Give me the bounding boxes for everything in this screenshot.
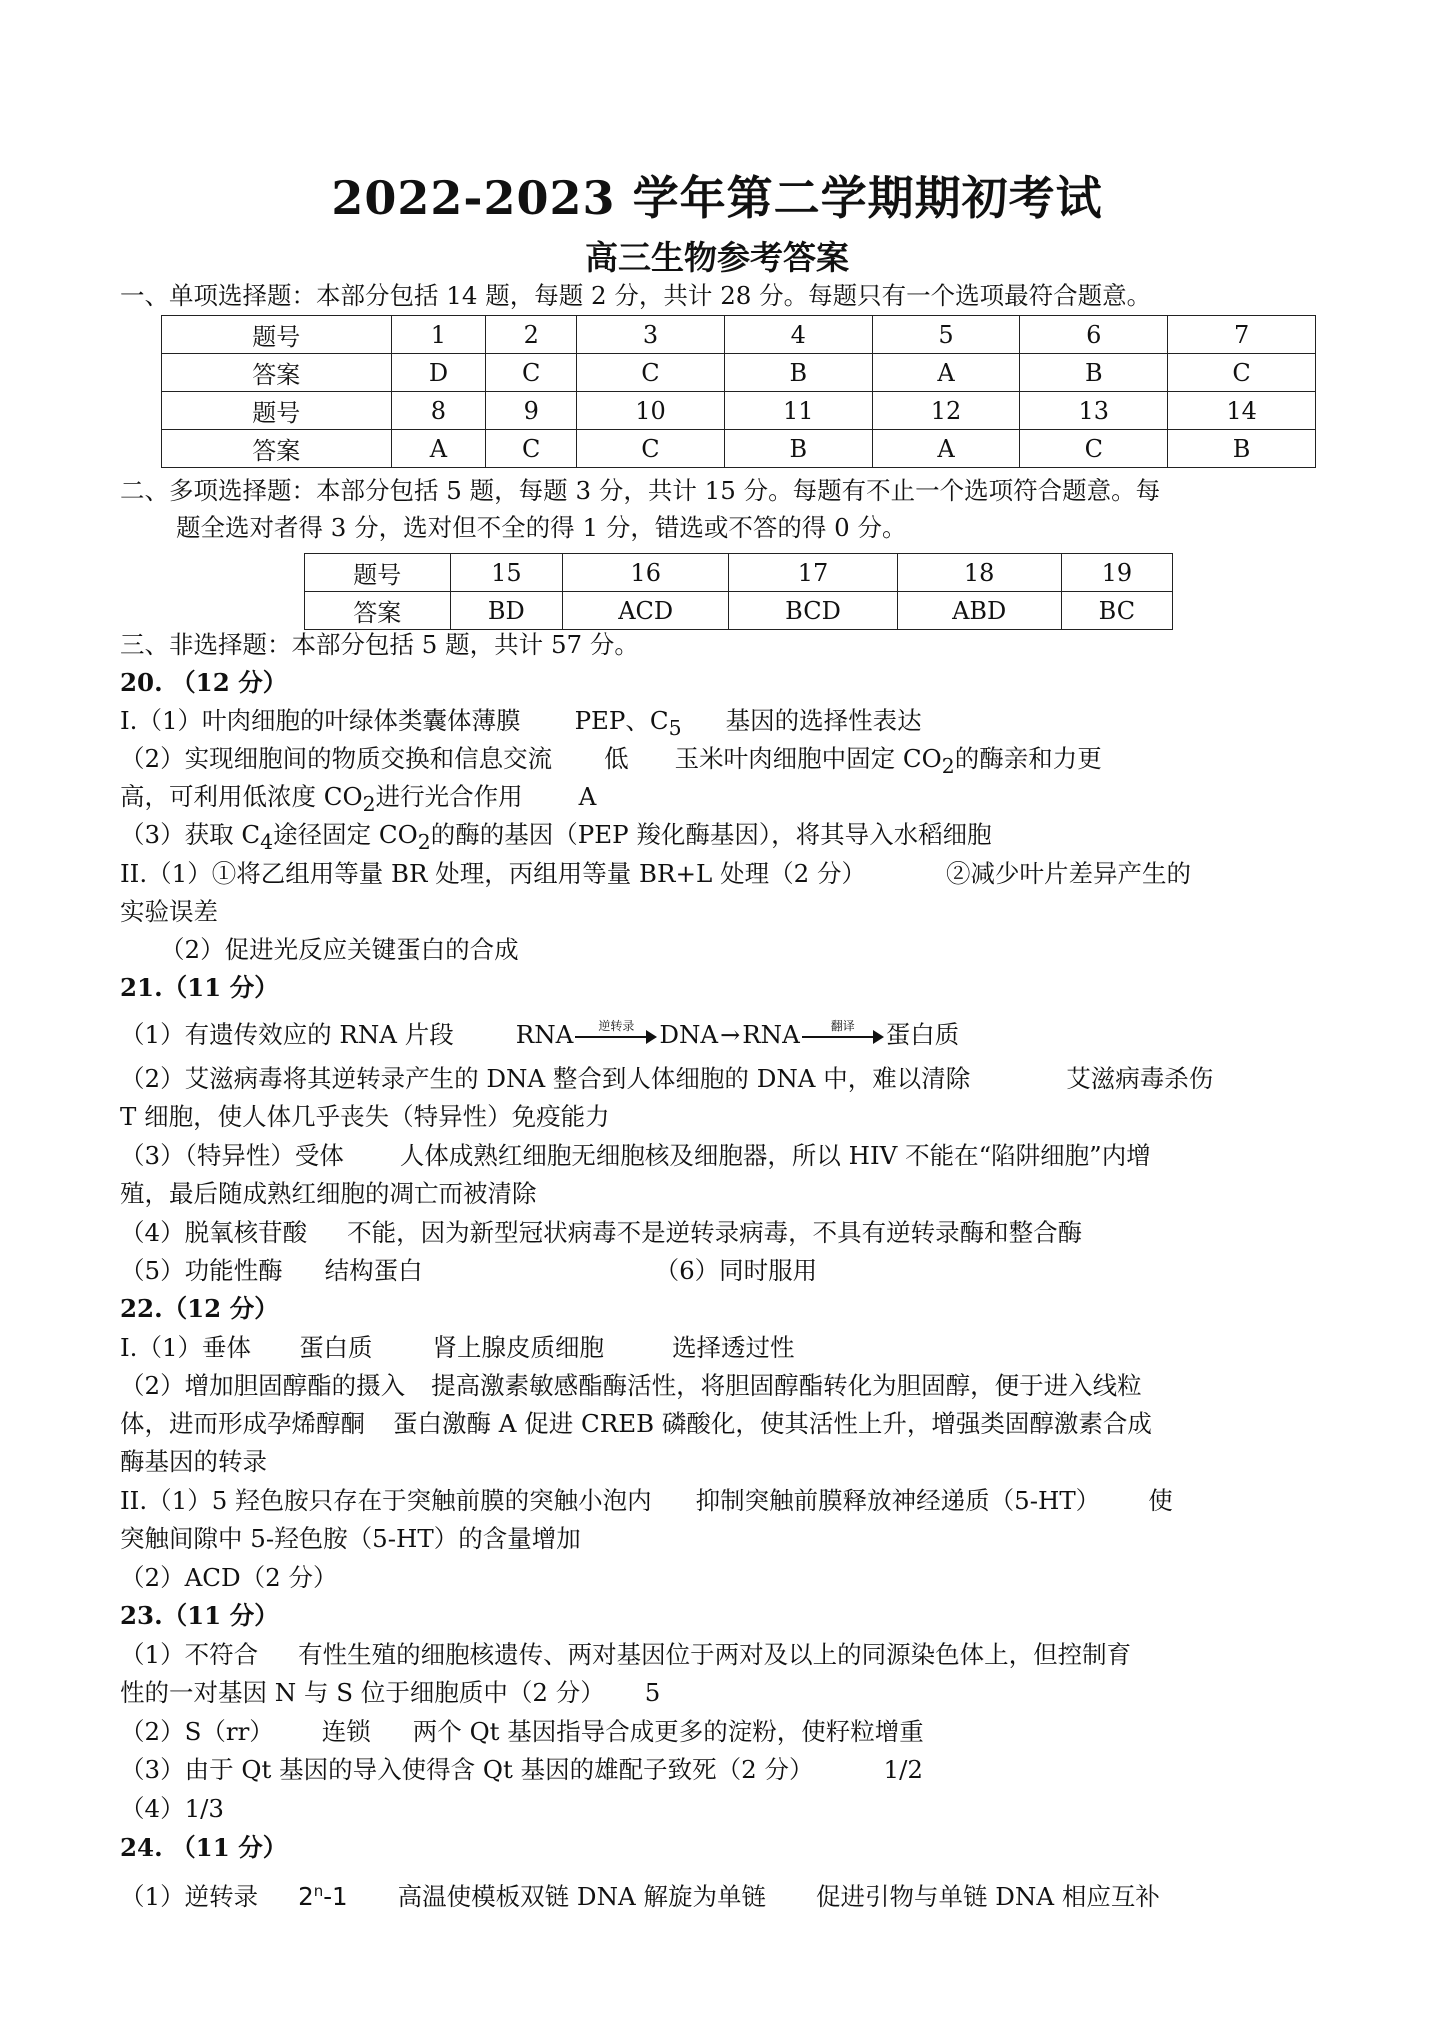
q23-heading: 23.（11 分） [120,1601,279,1630]
answer-text: 玉米叶肉细胞中固定 CO [674,744,942,773]
answer-text: （3）由于 Qt 基因的导入使得含 Qt 基因的雄配子致死（2 分） [120,1755,814,1784]
answer-cell: B [724,430,872,468]
q20-heading: 20. （12 分） [120,668,288,697]
answer-cell: B [1020,354,1168,392]
question-number: 1 [391,316,486,354]
arrow-label: 逆转录 [598,1018,635,1033]
answer-cell: ABD [897,592,1061,630]
answer-text: （4）脱氧核苷酸 [120,1218,308,1247]
question-number: 14 [1168,392,1316,430]
answer-text: RNA [515,1020,574,1049]
answer-text: 基因的选择性表达 [725,706,922,735]
q23-line5: （4）1/3 [120,1794,225,1823]
answer-text: I.（1）垂体 [120,1333,252,1362]
answer-text: （5）功能性酶 [120,1256,283,1285]
q21-heading: 21.（11 分） [120,973,279,1002]
q24-line1 [120,1876,1350,1912]
question-number: 13 [1020,392,1168,430]
answer-text: II.（1）5 羟色胺只存在于突触前膜的突触小泡内 [120,1486,652,1515]
q22-line7: （2）ACD（2 分） [120,1563,338,1592]
answer-cell: D [391,354,486,392]
answer-text: PEP、C [574,706,669,735]
q23-line3 [120,1717,1350,1747]
answer-cell: B [724,354,872,392]
question-number: 4 [724,316,872,354]
table-row [162,392,1316,430]
single-choice-answer-table [161,315,1316,468]
q22-line5 [120,1486,1350,1516]
q22-line6: 突触间隙中 5-羟色胺（5-HT）的含量增加 [120,1524,581,1553]
subscript: 2 [362,791,376,816]
answer-text: -1 [323,1882,348,1912]
answer-cell: BC [1061,592,1172,630]
question-number: 17 [729,554,897,592]
question-number: 15 [450,554,563,592]
subscript: 2 [417,829,431,854]
answer-text: 的酶的基因（PEP 羧化酶基因），将其导入水稻细胞 [430,820,992,849]
answer-text: 性的一对基因 N 与 S 位于细胞质中（2 分） [120,1678,605,1707]
superscript: n [313,1882,324,1900]
answer-text: ②减少叶片差异产生的 [945,859,1191,888]
question-number: 19 [1061,554,1172,592]
q21-line1 [120,1020,1350,1050]
q23-line1 [120,1640,1350,1670]
answer-cell: C [1168,354,1316,392]
row-label: 答案 [162,354,392,392]
answer-text: 蛋白质 [885,1020,960,1049]
answer-text: 抑制突触前膜释放神经递质（5-HT） [695,1486,1101,1515]
answer-cell: BD [450,592,563,630]
q22-line2 [120,1371,1350,1401]
answer-text: II.（1）①将乙组用等量 BR 处理，丙组用等量 BR+L 处理（2 分） [120,859,866,888]
table-row [305,592,1173,630]
answer-cell: C [577,354,725,392]
question-number: 3 [577,316,725,354]
section3-heading: 三、非选择题：本部分包括 5 题，共计 57 分。 [120,630,639,659]
answer-text: 途径固定 CO [273,820,418,849]
answer-text: （6）同时服用 [654,1256,818,1285]
answer-text: 艾滋病毒杀伤 [1066,1064,1214,1093]
answer-text: 选择透过性 [672,1333,795,1362]
answer-cell: ACD [563,592,729,630]
answer-cell: A [391,430,486,468]
answer-cell: C [577,430,725,468]
q24-heading: 24. （11 分） [120,1833,288,1862]
q21-line3: T 细胞，使人体几乎丧失（特异性）免疫能力 [120,1102,610,1131]
answer-cell: A [872,354,1020,392]
subscript: 4 [260,829,274,854]
q21-line4 [120,1141,1350,1171]
table-row [305,554,1173,592]
row-label: 答案 [305,592,451,630]
answer-text: 1/2 [883,1755,923,1784]
answer-text: 低 [604,744,629,773]
q23-line2 [120,1678,1350,1708]
answer-text: 使 [1148,1486,1173,1515]
q22-heading: 22.（12 分） [120,1294,279,1323]
section2-heading-line1: 二、多项选择题：本部分包括 5 题，每题 3 分，共计 15 分。每题有不止一个选项符合题意。每 [120,476,1161,505]
answer-cell: C [486,430,577,468]
answer-text: （2）增加胆固醇酯的摄入 [120,1371,406,1400]
question-number: 12 [872,392,1020,430]
answer-text: 高温使模板双链 DNA 解旋为单链 [397,1882,766,1912]
answer-text: 有性生殖的细胞核遗传、两对基因位于两对及以上的同源染色体上，但控制育 [298,1640,1132,1669]
question-number: 8 [391,392,486,430]
answer-cell: A [872,430,1020,468]
transcription-arrow-icon: → [720,1021,741,1049]
answer-text: 结构蛋白 [324,1256,423,1285]
q20-line1 [120,706,1350,743]
question-number: 7 [1168,316,1316,354]
row-label: 题号 [162,316,392,354]
answer-text: A [578,782,597,811]
question-number: 11 [724,392,872,430]
q20-line5 [120,859,1350,889]
answer-cell: BCD [729,592,897,630]
reverse-transcription-arrow-icon [575,1018,657,1047]
q20-line4 [120,820,1350,857]
subscript: 5 [668,715,682,740]
answer-text: 的酶亲和力更 [954,744,1102,773]
q21-line5: 殖，最后随成熟红细胞的凋亡而被清除 [120,1179,537,1208]
answer-text: （2）艾滋病毒将其逆转录产生的 DNA 整合到人体细胞的 DNA 中，难以清除 [120,1064,971,1093]
answer-text: 不能，因为新型冠状病毒不是逆转录病毒，不具有逆转录酶和整合酶 [347,1218,1083,1247]
answer-text: RNA [742,1020,800,1049]
q20-line7: （2）促进光反应关键蛋白的合成 [160,935,519,964]
q22-line3 [120,1409,1350,1439]
row-label: 答案 [162,430,392,468]
answer-cell: C [1020,430,1168,468]
answer-text: 人体成熟红细胞无细胞核及细胞器，所以 HIV 不能在“陷阱细胞”内增 [399,1141,1151,1170]
answer-text: DNA [659,1020,719,1049]
q22-line4: 酶基因的转录 [120,1447,267,1476]
answer-text: （1）不符合 [120,1640,259,1669]
section1-heading: 一、单项选择题：本部分包括 14 题，每题 2 分，共计 28 分。每题只有一个选项最符合题意。 [120,281,1152,310]
answer-text: 高，可利用低浓度 CO [120,782,363,811]
row-label: 题号 [162,392,392,430]
answer-text: 2 [298,1882,314,1912]
question-number: 6 [1020,316,1168,354]
answer-text: 提高激素敏感酯酶活性，将胆固醇酯转化为胆固醇，便于进入线粒 [431,1371,1142,1400]
answer-text: 两个 Qt 基因指导合成更多的淀粉，使籽粒增重 [412,1717,924,1746]
question-number: 5 [872,316,1020,354]
answer-text: 进行光合作用 [375,782,523,811]
q21-line6 [120,1218,1350,1248]
answer-text: 5 [644,1678,661,1707]
answer-text: （2）S（rr） [120,1717,274,1746]
answer-text: （3）获取 C [120,820,261,849]
table-row [162,354,1316,392]
page-subtitle: 高三生物参考答案 [585,238,849,277]
table-row [162,430,1316,468]
q20-line2 [120,744,1350,781]
multi-choice-answer-table [304,553,1173,630]
answer-cell: C [486,354,577,392]
row-label: 题号 [305,554,451,592]
answer-cell: B [1168,430,1316,468]
question-number: 2 [486,316,577,354]
q21-line2 [120,1064,1350,1094]
q20-line6: 实验误差 [120,897,218,926]
answer-text: 蛋白质 [299,1333,373,1362]
answer-text: （3）（特异性）受体 [120,1141,344,1170]
answer-text: 蛋白激酶 A 促进 CREB 磷酸化，使其活性上升，增强类固醇激素合成 [393,1409,1152,1438]
page-title: 2022-2023 学年第二学期期初考试 [331,171,1103,225]
answer-text: I.（1）叶肉细胞的叶绿体类囊体薄膜 [120,706,521,735]
answer-text: （2）实现细胞间的物质交换和信息交流 [120,744,553,773]
section2-heading-line2: 题全选对者得 3 分，选对但不全的得 1 分，错选或不答的得 0 分。 [176,513,907,542]
q21-line7 [120,1256,1350,1286]
answer-text: 促进引物与单链 DNA 相应互补 [816,1882,1160,1912]
translation-arrow-icon [802,1018,884,1047]
question-number: 10 [577,392,725,430]
arrow-label: 翻译 [830,1018,855,1033]
q23-line4 [120,1755,1350,1785]
answer-text: （1）逆转录 [120,1882,259,1912]
answer-text: 连锁 [321,1717,371,1746]
q20-line3 [120,782,1350,819]
answer-text: （1）有遗传效应的 RNA 片段 [120,1020,454,1049]
table-row [162,316,1316,354]
question-number: 16 [563,554,729,592]
answer-text: 肾上腺皮质细胞 [432,1333,605,1362]
q22-line1 [120,1333,1350,1363]
question-number: 18 [897,554,1061,592]
subscript: 2 [941,753,955,778]
question-number: 9 [486,392,577,430]
answer-text: 体，进而形成孕烯醇酮 [120,1409,365,1438]
